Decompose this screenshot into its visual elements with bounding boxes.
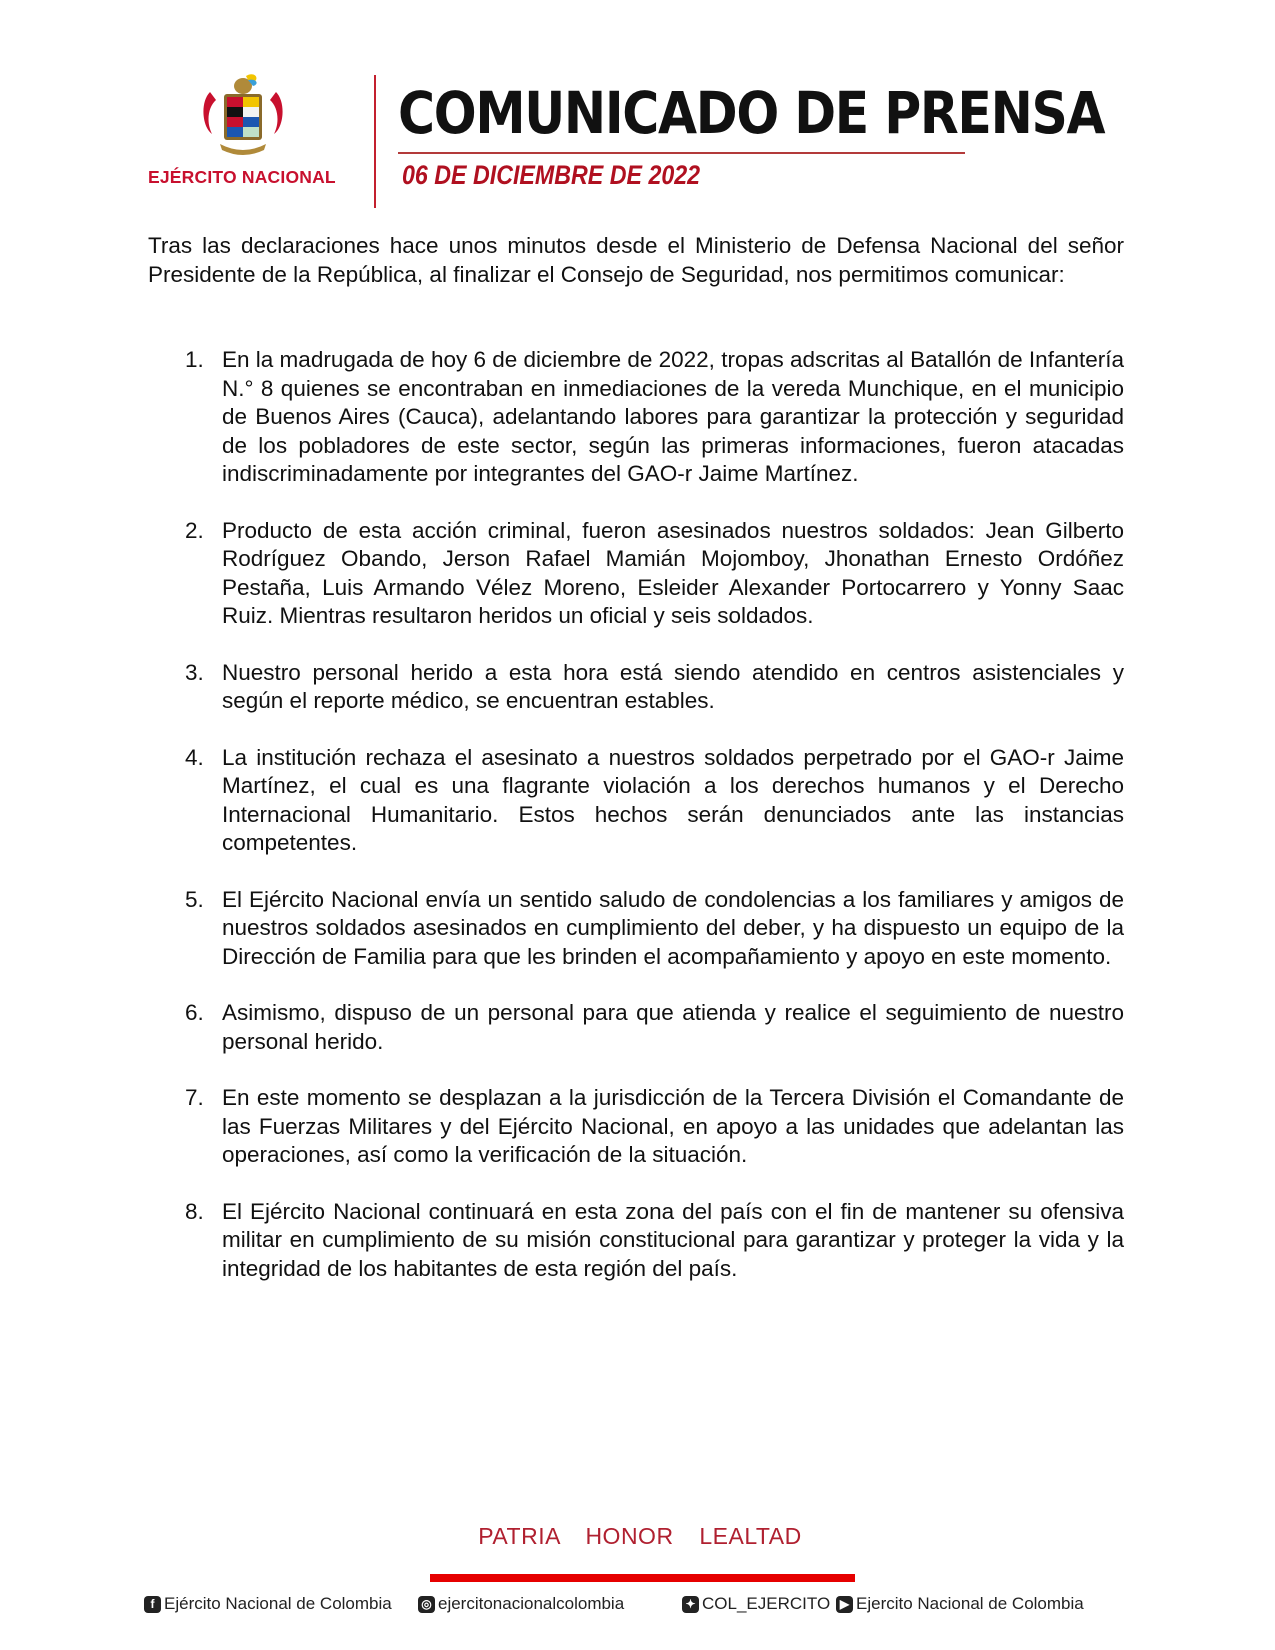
item-number: 2. (185, 517, 204, 543)
youtube-icon: ▶ (836, 1596, 853, 1613)
social-label: Ejército Nacional de Colombia (164, 1594, 392, 1613)
coat-of-arms-icon (198, 72, 288, 162)
organization-name: EJÉRCITO NACIONAL (148, 167, 336, 187)
social-label: ejercitonacionalcolombia (438, 1594, 625, 1613)
social-instagram[interactable] (418, 1594, 624, 1614)
header (0, 0, 1275, 215)
social-youtube[interactable] (836, 1594, 1084, 1614)
item-text: La institución rechaza el asesinato a nuestros soldados perpetrado por el GAO-r Jaime Martínez, el cual es una flagrante violación a los derechos humanos y el Derecho Internacional Humanitario. Estos hechos serán denunciados ante las instancias competentes. (222, 744, 1124, 855)
item-text: En este momento se desplazan a la jurisdicción de la Tercera División el Comandante de las Fuerzas Militares y del Ejército Nacional, en apoyo a las unidades que adelantan las operaciones, así como la verificación de la situación. (222, 1085, 1124, 1167)
title-underline (398, 152, 965, 154)
list-item (148, 1084, 1124, 1170)
list-item (148, 517, 1124, 631)
social-facebook[interactable] (144, 1594, 392, 1614)
release-date: 06 DE DICIEMBRE DE 2022 (402, 160, 701, 190)
list-item (148, 744, 1124, 858)
footer-motto: PATRIA HONOR LEALTAD (478, 1523, 802, 1549)
header-divider (374, 75, 376, 208)
list-item (148, 659, 1124, 716)
twitter-icon: ✦ (682, 1596, 699, 1613)
list-item (148, 999, 1124, 1056)
item-number: 5. (185, 886, 204, 912)
item-number: 1. (185, 347, 204, 372)
item-number: 7. (185, 1085, 204, 1110)
item-text: Nuestro personal herido a esta hora está siendo atendido en centros asistenciales y según el reporte médico, se encuentran estables. (222, 659, 1124, 713)
instagram-icon: ◎ (418, 1596, 435, 1613)
facebook-icon: f (144, 1596, 161, 1613)
list-item (148, 346, 1124, 489)
social-twitter[interactable] (682, 1594, 830, 1614)
list-item (148, 886, 1124, 972)
item-number: 3. (185, 659, 204, 685)
item-number: 6. (185, 1000, 204, 1025)
footer-red-bar (430, 1574, 855, 1582)
list-item (148, 1198, 1124, 1284)
item-text: Asimismo, dispuso de un personal para que atienda y realice el seguimiento de nuestro personal herido. (222, 1000, 1124, 1054)
item-text: En la madrugada de hoy 6 de diciembre de 2022, tropas adscritas al Batallón de Infantería N.° 8 quienes se encontraban en inmediaciones de la vereda Munchique, en el municipio de Buenos Aires (Cauca), adelantando labores para garantizar la protección y seguridad de los pobladores de este sector, según las primeras informaciones, fueron atacadas indiscriminadamente por integrantes del GAO-r Jaime Martínez. (222, 347, 1124, 486)
intro-paragraph: Tras las declaraciones hace unos minutos desde el Ministerio de Defensa Nacional del señor Presidente de la República, al finalizar el Consejo de Seguridad, nos permitimos comunicar: (148, 233, 1124, 287)
logo-block (140, 72, 345, 192)
page-title: COMUNICADO DE PRENSA (398, 79, 1105, 147)
item-number: 4. (185, 744, 204, 770)
social-links (150, 1594, 1130, 1620)
social-label: Ejercito Nacional de Colombia (856, 1594, 1084, 1613)
statement-list (148, 346, 1124, 1311)
item-number: 8. (185, 1198, 204, 1224)
item-text: El Ejército Nacional continuará en esta zona del país con el fin de mantener su ofensiva militar en cumplimiento de su misión constitucional para garantizar y proteger la vida y la integridad de los habitantes de esta región del país. (222, 1198, 1124, 1281)
social-label: COL_EJERCITO (702, 1594, 831, 1613)
item-text: El Ejército Nacional envía un sentido saludo de condolencias a los familiares y amigos de nuestros soldados asesinados en cumplimiento del deber, y ha dispuesto un equipo de la Dirección de Familia para que les brinden el acompañamiento y apoyo en este momento. (222, 886, 1124, 969)
item-text: Producto de esta acción criminal, fueron asesinados nuestros soldados: Jean Gilberto Rodríguez Obando, Jerson Rafael Mamián Mojomboy, Jhonathan Ernesto Ordóñez Pestaña, Luis Armando Vélez Moreno, Esleider Alexander Portocarrero y Yonny Saac Ruiz. Mientras resultaron heridos un oficial y seis soldados. (222, 517, 1124, 628)
